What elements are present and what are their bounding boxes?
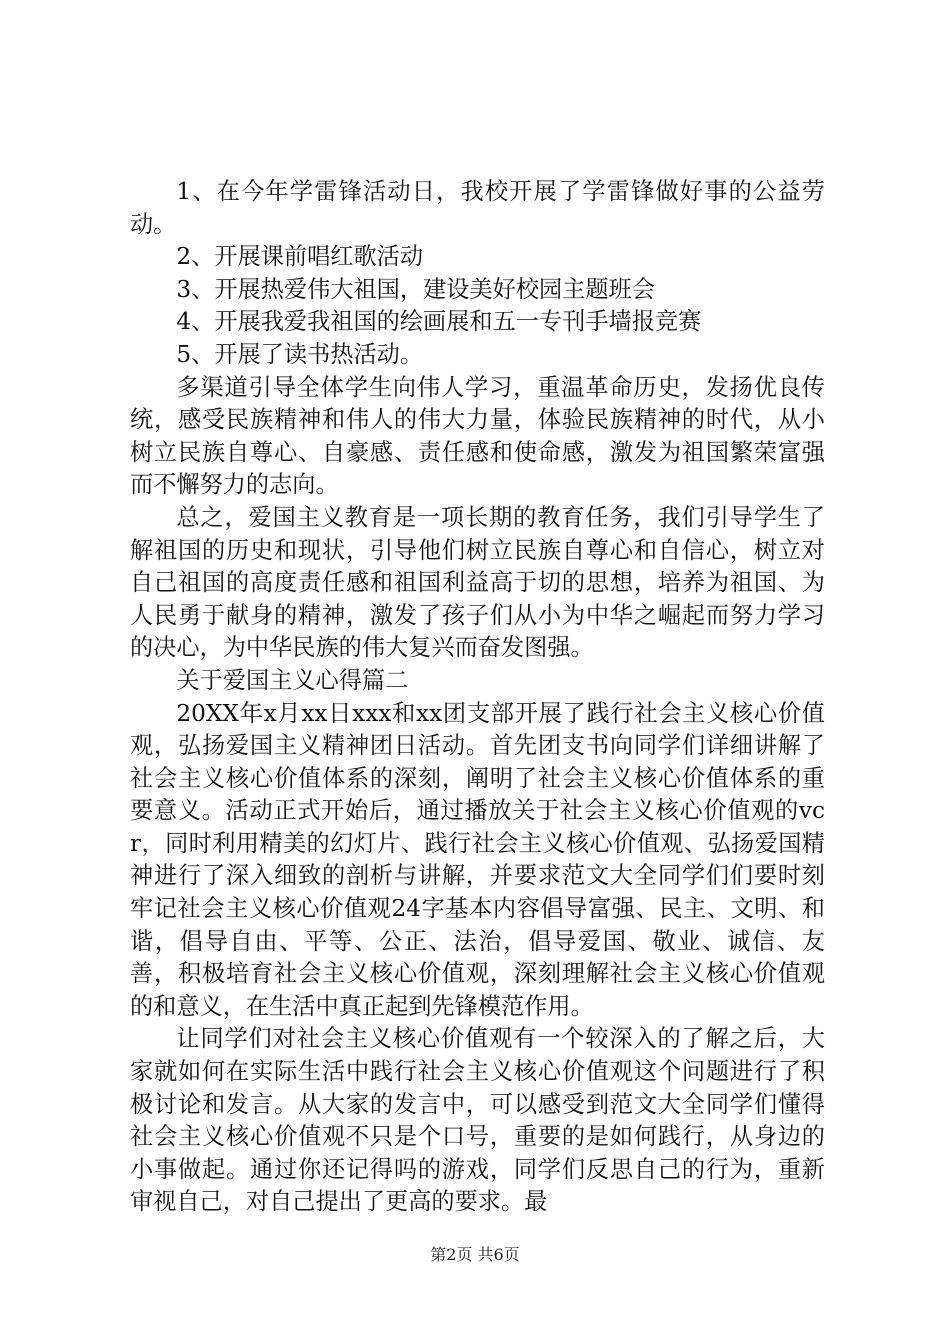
- paragraph-item-5: 5、开展了读书热活动。: [176, 340, 424, 368]
- page-number-footer: 第2页 共6页: [430, 1245, 520, 1264]
- document-body: [130, 176, 825, 1219]
- paragraph-summary: 总之，爱国主义教育是一项长期的教育任务，我们引导学生了解祖国的历史和现状，引导他们树立民族自尊心和自信心，树立对自己祖国的高度责任感和祖国利益高于切的思想，培养为祖国、为人民勇于献身的精神，激发了孩子们从小为中华之崛起而努力学习的决心，为中华民族的伟大复兴而奋发图强。: [130, 503, 825, 662]
- paragraph-discussion: 让同学们对社会主义核心价值观有一个较深入的了解之后，大家就如何在实际生活中践行社会主义核心价值观这个问题进行了积极讨论和发言。从大家的发言中，可以感受到范文大全同学们懂得社会主义核心价值观不只是个口号，重要的是如何践行，从身边的小事做起。通过你还记得吗的游戏，同学们反思自己的行为，重新审视自己，对自己提出了更高的要求。最: [130, 1025, 825, 1216]
- paragraph-item-3: 3、开展热爱伟大祖国，建设美好校园主题班会: [176, 275, 655, 303]
- paragraph-item-1: 1、在今年学雷锋活动日，我校开展了学雷锋做好事的公益劳动。: [130, 178, 825, 238]
- paragraph-item-2: 2、开展课前唱红歌活动: [176, 243, 424, 271]
- paragraph-guidance: 多渠道引导全体学生向伟人学习，重温革命历史，发扬优良传统，感受民族精神和伟人的伟大力量，体验民族精神的时代，从小树立民族自尊心、自豪感、责任感和使命感，激发为祖国繁荣富强而不懈努力的志向。: [130, 373, 825, 499]
- paragraph-activity: 20XX年x月xx日xxx和xx团支部开展了践行社会主义核心价值观，弘扬爱国主义精神团日活动。首先团支书向同学们详细讲解了社会主义核心价值体系的深刻，阐明了社会主义核心价值体系的重要意义。活动正式开始后，通过播放关于社会主义核心价值观的vcr，同时利用精美的幻灯片、践行社会主义核心价值观、弘扬爱国精神进行了深入细致的剖析与讲解，并要求范文大全同学们们要时刻牢记社会主义核心价值观24字基本内容倡导富强、民主、文明、和谐，倡导自由、平等、公正、法治，倡导爱国、敬业、诚信、友善，积极培育社会主义核心价值观，深刻理解社会主义核心价值观的和意义，在生活中真正起到先锋模范作用。: [130, 699, 825, 1020]
- section-heading: 关于爱国主义心得篇二: [176, 666, 409, 694]
- paragraph-item-4: 4、开展我爱我祖国的绘画展和五一专刊手墙报竞赛: [176, 308, 702, 336]
